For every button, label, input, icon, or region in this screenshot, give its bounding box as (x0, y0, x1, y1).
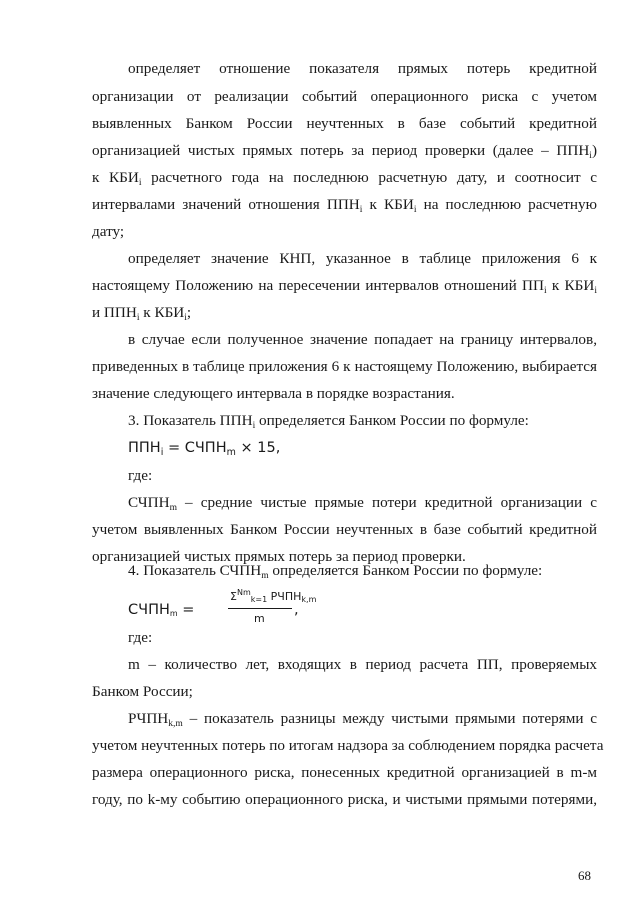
formula-comma: , (294, 602, 299, 618)
p5-line-3: организацией чистых прямых потерь за период проверки. (92, 548, 466, 565)
formula-ppn: $ППН_i$ = $СЧПН_m \times 15$, (128, 440, 281, 458)
p1-line-4: организацией чистых прямых потерь за период проверки (далее – $ППН_i$) (92, 142, 597, 161)
p8-line-4: году, по k-му событию операционного риска, и чистыми прямыми потерями, (92, 791, 597, 808)
p7-line-2: Банком России; (92, 683, 193, 700)
formula-lhs: $СЧПН_m$ = (128, 602, 195, 618)
section-4-heading: 4. Показатель $СЧПН_m$ определяется Банком России по формуле: (128, 562, 543, 581)
formula-schpn (128, 590, 428, 630)
p1-line-1: определяет отношение показателя прямых потерь кредитной (128, 60, 597, 77)
where-label-2: где: (128, 629, 153, 646)
fraction-bar (228, 608, 292, 609)
p1-line-7: дату; (92, 223, 125, 240)
p1-line-5: к $КБИ_i$ расчетного года на последнюю расчетную дату, и соотносит с (92, 169, 597, 188)
formula-numerator: $\Sigma^{Nm}_{k=1}$ $РЧПН_{k,m}$ (230, 588, 317, 604)
where-label-1: где: (128, 467, 153, 484)
p2-line-2: настоящему Положению на пересечении интервалов отношений $ПП_i$ к $КБИ_i$ (92, 277, 597, 296)
p1-line-3: выявленных Банком России неучтенных в базе событий кредитной (92, 115, 597, 132)
p3-line-3: значение следующего интервала в порядке возрастания. (92, 385, 455, 402)
p8-line-2: учетом неучтенных потерь по итогам надзора за соблюдением порядка расчета (92, 737, 604, 754)
p2-line-1: определяет значение КНП, указанное в таблице приложения 6 к (128, 250, 597, 267)
p8-line-3: размера операционного риска, понесенных кредитной организацией в m-м (92, 764, 597, 781)
p3-line-2: приведенных в таблице приложения 6 к настоящему Положению, выбирается (92, 358, 597, 375)
section-3-heading: 3. Показатель $ППН_i$ определяется Банком России по формуле: (128, 412, 529, 431)
p7-line-1: m – количество лет, входящих в период расчета ПП, проверяемых (128, 656, 597, 673)
p1-line-2: организации от реализации событий операционного риска с учетом (92, 88, 597, 105)
page-number: 68 (578, 868, 591, 883)
p8-line-1: $РЧПН_{k,m}$ – показатель разницы между чистыми прямыми потерями с (128, 710, 597, 729)
p5-line-2: учетом выявленных Банком России неучтенных в базе событий кредитной (92, 521, 597, 538)
p5-line-1: $СЧПН_m$ – средние чистые прямые потери кредитной организации с (128, 494, 597, 513)
p3-line-1: в случае если полученное значение попадает на границу интервалов, (128, 331, 597, 348)
p1-line-6: интервалами значений отношения $ППН_i$ к $КБИ_i$ на последнюю расчетную (92, 196, 597, 215)
formula-denominator: m (254, 612, 265, 625)
p2-line-3: и $ППН_i$ к $КБИ_i$; (92, 304, 192, 323)
